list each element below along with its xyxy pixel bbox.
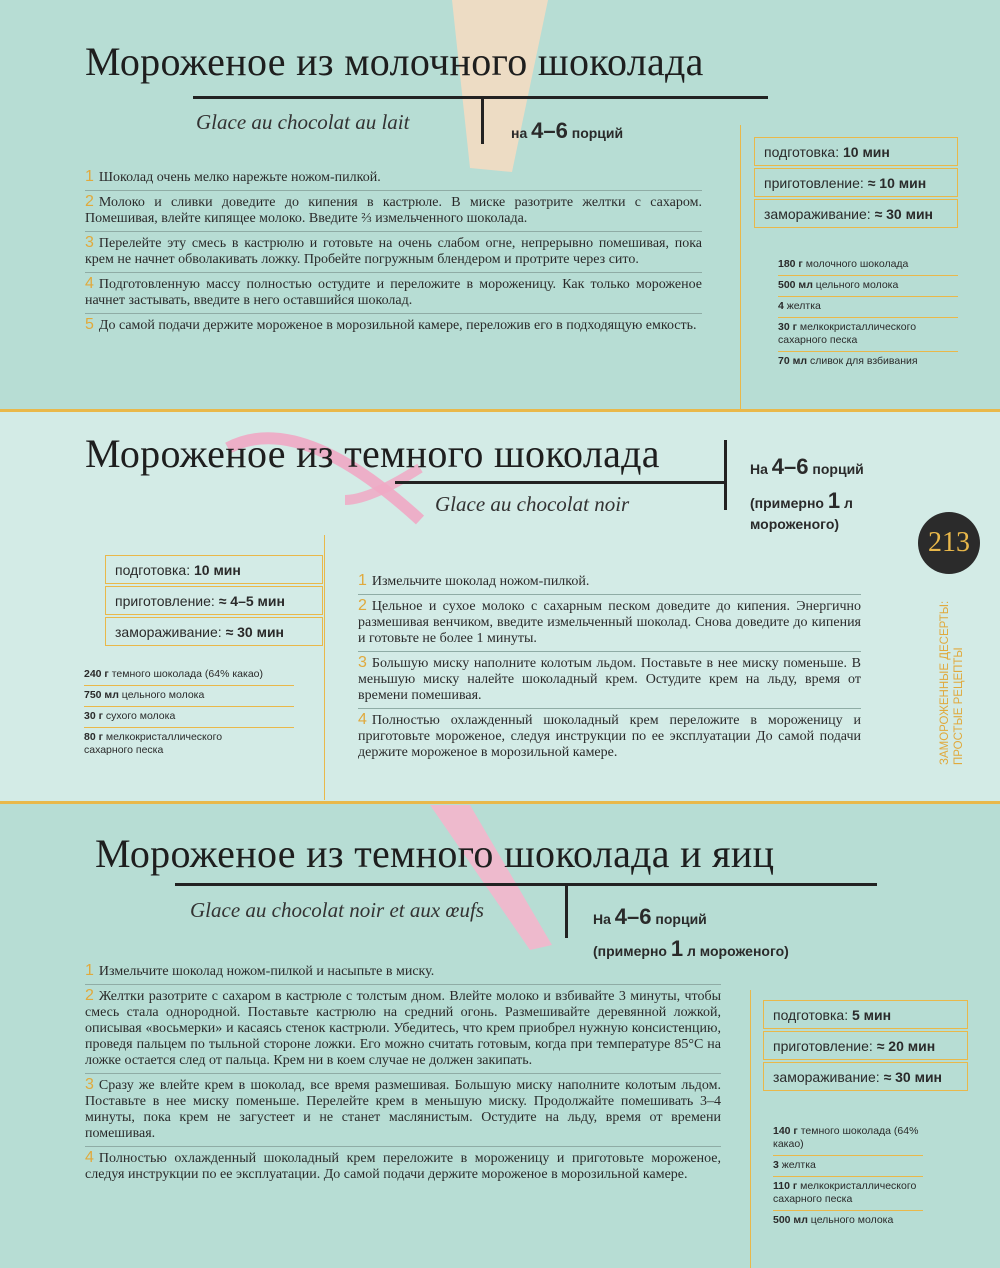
servings-suffix: порций: [571, 125, 624, 141]
list-item: 2 Желтки разотрите с сахаром в кастрюле с толстым дном. Влейте молоко и взбивайте 3 минуты, чтобы смесь стала однородной. Поставьте кастрюлю на средний огонь. Размешивайте деревянной ложкой, описывая «восьмерки» и касаясь стенок кастрюли. Убедитесь, что крем приобрел нужную консистенцию, проведя пальцем по тыльной стороне ложки. Его можно считать готовым, когда при температуре 85°C на ложке остается след от пальца. Крем ни в коем случае не должен закипать.: [85, 985, 721, 1074]
prep-time: подготовка: 5 мин: [763, 1000, 968, 1029]
title-rule: [175, 883, 877, 886]
recipe-title: Мороженое из темного шоколада и яиц: [95, 831, 775, 876]
cook-time: приготовление: ≈ 4–5 мин: [105, 586, 323, 615]
freeze-time: замораживание: ≈ 30 мин: [763, 1062, 968, 1091]
recipe-title: Мороженое из молочного шоколада: [85, 39, 704, 84]
ingredient-item: 110 г мелкокристаллического сахарного песка: [773, 1177, 923, 1211]
section-divider: [0, 801, 1000, 804]
cook-time: приготовление: ≈ 20 мин: [763, 1031, 968, 1060]
list-item: 3 Сразу же влейте крем в шоколад, все время размешивая. Большую миску наполните колотым льдом. Поставьте в нее миску поменьше. Перелейте крем в меньшую миску. Продолжайте помешивать 3–4 минуты, пока крем не загустеет и не станет маслянистым. Остудите на льду, время от времени помешивая.: [85, 1074, 721, 1147]
freeze-time: замораживание: ≈ 30 мин: [105, 617, 323, 646]
ingredient-item: 750 мл цельного молока: [84, 686, 294, 707]
column-rule: [750, 990, 751, 1268]
time-table: [763, 1000, 968, 1093]
list-item: 3 Большую миску наполните колотым льдом. Поставьте в нее миску поменьше. В меньшую миску налейте шоколадный крем. Остудите крем на льду, время от времени помешивая.: [358, 652, 861, 709]
time-table: [754, 137, 958, 230]
column-rule: [324, 535, 325, 800]
prep-time: подготовка: 10 мин: [105, 555, 323, 584]
time-table: [105, 555, 323, 648]
servings-count: 4–6: [614, 904, 652, 929]
list-item: 3 Перелейте эту смесь в кастрюлю и готовьте на очень слабом огне, непрерывно помешивая, пока крем не начнет обволакивать ложку. Пробейте погружным блендером и протрите через сито.: [85, 232, 702, 273]
ingredients-list: [773, 1122, 923, 1231]
list-item: 5 До самой подачи держите мороженое в морозильной камере, переложив его в подходящую емкость.: [85, 316, 697, 333]
freeze-time: замораживание: ≈ 30 мин: [754, 199, 958, 228]
servings: На 4–6 порций (примерно 1 л мороженого): [593, 904, 789, 961]
title-rule-vertical: [565, 883, 568, 938]
title-rule: [395, 481, 725, 484]
list-item: 2 Цельное и сухое молоко с сахарным песком доведите до кипения. Энергично размешивая венчиком, введите измельченный шоколад. Снова доведите до кипения и готовьте не более 1 минуты.: [358, 595, 861, 652]
servings-suffix: порций: [655, 911, 707, 927]
recipe-subtitle: Glace au chocolat au lait: [196, 110, 410, 134]
column-rule: [740, 125, 741, 409]
ingredient-item: 3 желтка: [773, 1156, 923, 1177]
title-rule-vertical: [481, 96, 484, 144]
ingredient-item: 4 желтка: [778, 297, 958, 318]
ingredient-item: 180 г молочного шоколада: [778, 255, 958, 276]
servings-prefix: на: [511, 125, 528, 141]
ingredient-item: 70 мл сливок для взбивания: [778, 355, 918, 367]
ingredient-item: 500 мл цельного молока: [773, 1214, 894, 1226]
servings-prefix: На: [593, 911, 611, 927]
recipe-subtitle: Glace au chocolat noir et aux œufs: [190, 898, 484, 922]
ingredient-item: 30 г мелкокристаллического сахарного песка: [778, 318, 958, 352]
recipe-title: Мороженое из темного шоколада: [85, 431, 660, 476]
steps-list: [358, 570, 861, 765]
servings-count: 4–6: [531, 118, 568, 143]
servings-count: 4–6: [771, 454, 809, 479]
list-item: 2 Молоко и сливки доведите до кипения в кастрюле. В миске разотрите желтки с сахаром. Помешивая, влейте кипящее молоко. Введите ⅔ измельченного шоколада.: [85, 191, 702, 232]
prep-time: подготовка: 10 мин: [754, 137, 958, 166]
list-item: 4 Полностью охлажденный шоколадный крем переложите в мороженицу и приготовьте мороженое, следуя инструкции по ее эксплуатации. До самой подачи держите мороженое в морозильной камере.: [85, 1149, 721, 1182]
servings: На 4–6 порций (примерно 1 л мороженого): [750, 454, 864, 533]
steps-list: [85, 960, 721, 1187]
ingredients-list: [84, 665, 294, 761]
servings: [511, 116, 623, 146]
servings-prefix: На: [750, 461, 768, 477]
cook-time: приготовление: ≈ 10 мин: [754, 168, 958, 197]
ingredient-item: 500 мл цельного молока: [778, 276, 958, 297]
ingredients-list: [778, 255, 958, 372]
ingredient-item: 80 г мелкокристаллического сахарного песка: [84, 731, 223, 756]
page-number-badge: 213: [918, 512, 980, 574]
chapter-title-vertical: ЗАМОРОЖЕННЫЕ ДЕСЕРТЫ: ПРОСТЫЕ РЕЦЕПТЫ: [939, 600, 965, 765]
list-item: 4 Подготовленную массу полностью остудите и переложите в мороженицу. Как только мороженое начнет застывать, введите в него оставшийся шоколад.: [85, 273, 702, 314]
list-item: 4 Полностью охлажденный шоколадный крем переложите в мороженицу и приготовьте мороженое, следуя инструкции по ее эксплуатации До самой подачи держите мороженое в морозильной камере.: [358, 711, 861, 760]
ingredient-item: 240 г темного шоколада (64% какао): [84, 665, 294, 686]
ingredient-item: 30 г сухого молока: [84, 707, 294, 728]
list-item: 1 Шоколад очень мелко нарежьте ножом-пилкой.: [85, 166, 702, 191]
title-rule-vertical: [724, 440, 727, 510]
list-item: 1 Измельчите шоколад ножом-пилкой.: [358, 570, 861, 595]
section-divider: [0, 409, 1000, 412]
recipe-subtitle: Glace au chocolat noir: [435, 492, 630, 516]
list-item: 1 Измельчите шоколад ножом-пилкой и насыпьте в миску.: [85, 960, 721, 985]
ingredient-item: 140 г темного шоколада (64% какао): [773, 1122, 923, 1156]
steps-list: [85, 166, 702, 338]
servings-suffix: порций: [812, 461, 864, 477]
